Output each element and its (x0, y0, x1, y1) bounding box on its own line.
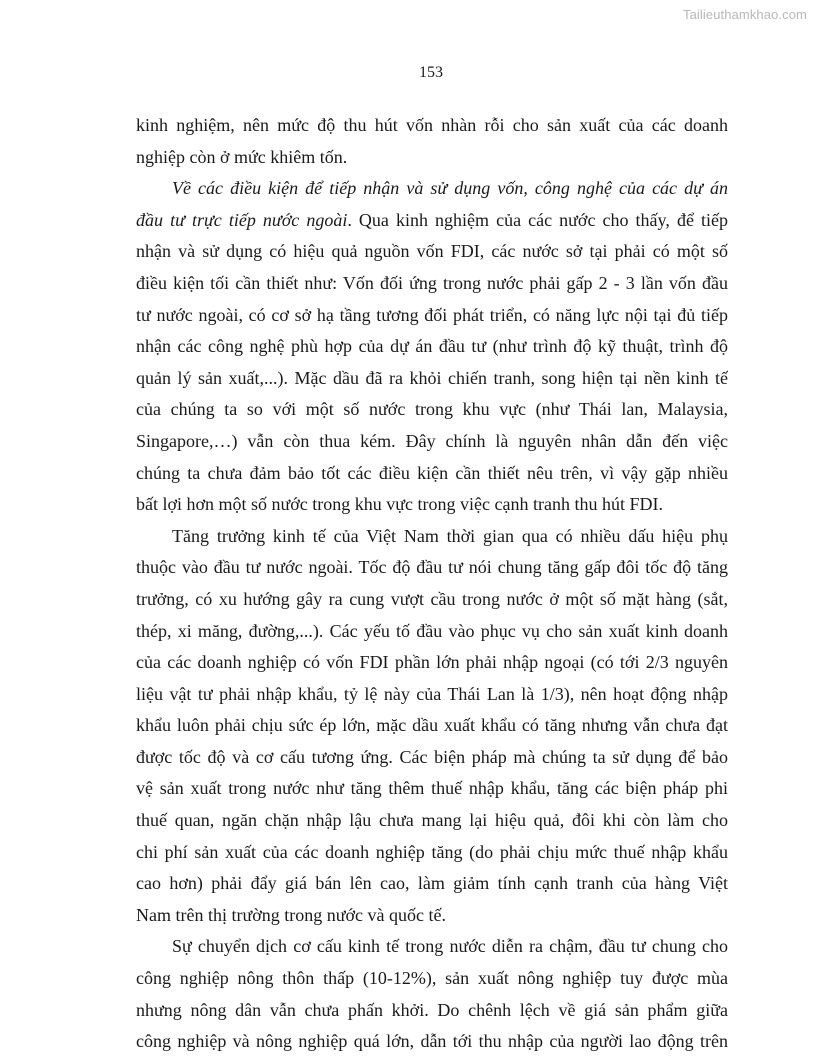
paragraph (136, 110, 728, 173)
text-run: công nghiệp và nông nghiệp quá lớn, dẫn tới thu nhập của người lao động trên (136, 1031, 728, 1052)
text-run: điều kiện tối cần thiết như: Vốn đối ứng trong nước phải gấp 2 - 3 lần vốn đầu (136, 272, 728, 293)
text-run: . Qua kinh nghiệm của các nước cho thấy, để tiếp (347, 209, 728, 230)
text-run: quản lý sản xuất,...). Mặc dầu đã ra khỏi chiến tranh, song hiện tại nền kinh tế (136, 367, 728, 388)
text-line (136, 963, 728, 995)
text-line (136, 679, 728, 711)
text-run: của chúng ta so với một số nước trong khu vực (như Thái lan, Malaysia, (136, 399, 728, 420)
text-line (136, 363, 728, 395)
text-line (136, 552, 728, 584)
text-run: nhận và sử dụng có hiệu quả nguồn vốn FDI, các nước sở tại phải có một số (136, 241, 728, 262)
text-line (136, 616, 728, 648)
text-run: trưởng, có xu hướng gây ra cung vượt cầu trong nước ở một số mặt hàng (sắt, (136, 588, 728, 609)
text-line (136, 489, 728, 521)
page-number: 153 (419, 64, 443, 81)
text-line (136, 837, 728, 869)
watermark: Tailieuthamkhao.com (682, 7, 807, 22)
text-run: bất lợi hơn một số nước trong khu vực trong việc cạnh tranh thu hút FDI. (136, 494, 663, 515)
text-line (136, 584, 728, 616)
text-line (136, 426, 728, 458)
text-line (136, 458, 728, 490)
text-line (136, 300, 728, 332)
text-line (136, 268, 728, 300)
document-body (136, 110, 728, 1058)
text-run: Nam trên thị trường trong nước và quốc tế. (136, 904, 446, 925)
text-line (136, 142, 728, 174)
text-run: liệu vật tư phải nhập khẩu, tỷ lệ này của Thái Lan là 1/3), nên hoạt động nhập (136, 683, 728, 704)
text-line (136, 331, 728, 363)
italic-text: Về các điều kiện để tiếp nhận và sử dụng vốn, công nghệ của các dự án (172, 178, 728, 199)
text-line (136, 173, 728, 205)
text-run: chúng ta chưa đảm bảo tốt các điều kiện cần thiết nêu trên, vì vậy gặp nhiều (136, 462, 728, 483)
text-line (136, 521, 728, 553)
text-run: chi phí sản xuất của các doanh nghiệp tăng (do phải chịu mức thuế nhập khẩu (136, 841, 728, 862)
text-run: nghiệp còn ở mức khiêm tốn. (136, 146, 348, 167)
paragraph (136, 173, 728, 521)
text-line (136, 647, 728, 679)
text-line (136, 742, 728, 774)
text-line (136, 710, 728, 742)
text-run: của các doanh nghiệp có vốn FDI phần lớn phải nhập ngoại (có tới 2/3 nguyên (136, 652, 728, 673)
text-run: công nghiệp nông thôn thấp (10-12%), sản xuất nông nghiệp tuy được mùa (136, 968, 728, 989)
text-line (136, 868, 728, 900)
text-line (136, 900, 728, 932)
italic-text: đầu tư trực tiếp nước ngoài (136, 209, 348, 230)
text-line (136, 995, 728, 1027)
text-line (136, 205, 728, 237)
text-line (136, 394, 728, 426)
text-run: Tăng trưởng kinh tế của Việt Nam thời gian qua có nhiều dấu hiệu phụ (172, 525, 728, 546)
text-run: khẩu luôn phải chịu sức ép lớn, mặc dầu xuất khẩu có tăng nhưng vẫn chưa đạt (136, 715, 728, 736)
paragraph (136, 931, 728, 1057)
text-line (136, 805, 728, 837)
text-line (136, 931, 728, 963)
text-run: kinh nghiệm, nên mức độ thu hút vốn nhàn rỗi cho sản xuất của các doanh (136, 115, 728, 135)
text-line (136, 1026, 728, 1058)
text-line (136, 236, 728, 268)
text-run: được tốc độ và cơ cấu tương ứng. Các biện pháp mà chúng ta sử dụng để bảo (136, 746, 728, 767)
text-run: nhận các công nghệ phù hợp của dự án đầu tư (như trình độ kỹ thuật, trình độ (136, 336, 728, 357)
text-run: Sự chuyển dịch cơ cấu kinh tế trong nước diễn ra chậm, đầu tư chung cho (172, 936, 728, 957)
paragraph (136, 521, 728, 932)
text-run: thép, xi măng, đường,...). Các yếu tố đầu vào phục vụ cho sản xuất kinh doanh (136, 620, 728, 641)
text-line (136, 110, 728, 142)
text-run: nhưng nông dân vẫn chưa phấn khởi. Do chênh lệch về giá sản phẩm giữa (136, 999, 728, 1020)
text-run: vệ sản xuất trong nước như tăng thêm thuế nhập khẩu, tăng các biện pháp phi (136, 778, 728, 799)
text-run: thuộc vào đầu tư nước ngoài. Tốc độ đầu tư nói chung tăng gấp đôi tốc độ tăng (136, 557, 728, 578)
text-run: cao hơn) phải đẩy giá bán lên cao, làm giảm tính cạnh tranh của hàng Việt (136, 873, 728, 894)
text-run: thuế quan, ngăn chặn nhập lậu chưa mang lại hiệu quả, đôi khi còn làm cho (136, 810, 728, 831)
text-run: tư nước ngoài, có cơ sở hạ tầng tương đối phát triển, có năng lực nội tại đủ tiếp (136, 304, 728, 325)
text-run: Singapore,…) vẫn còn thua kém. Đây chính là nguyên nhân dẫn đến việc (136, 430, 728, 451)
text-line (136, 773, 728, 805)
